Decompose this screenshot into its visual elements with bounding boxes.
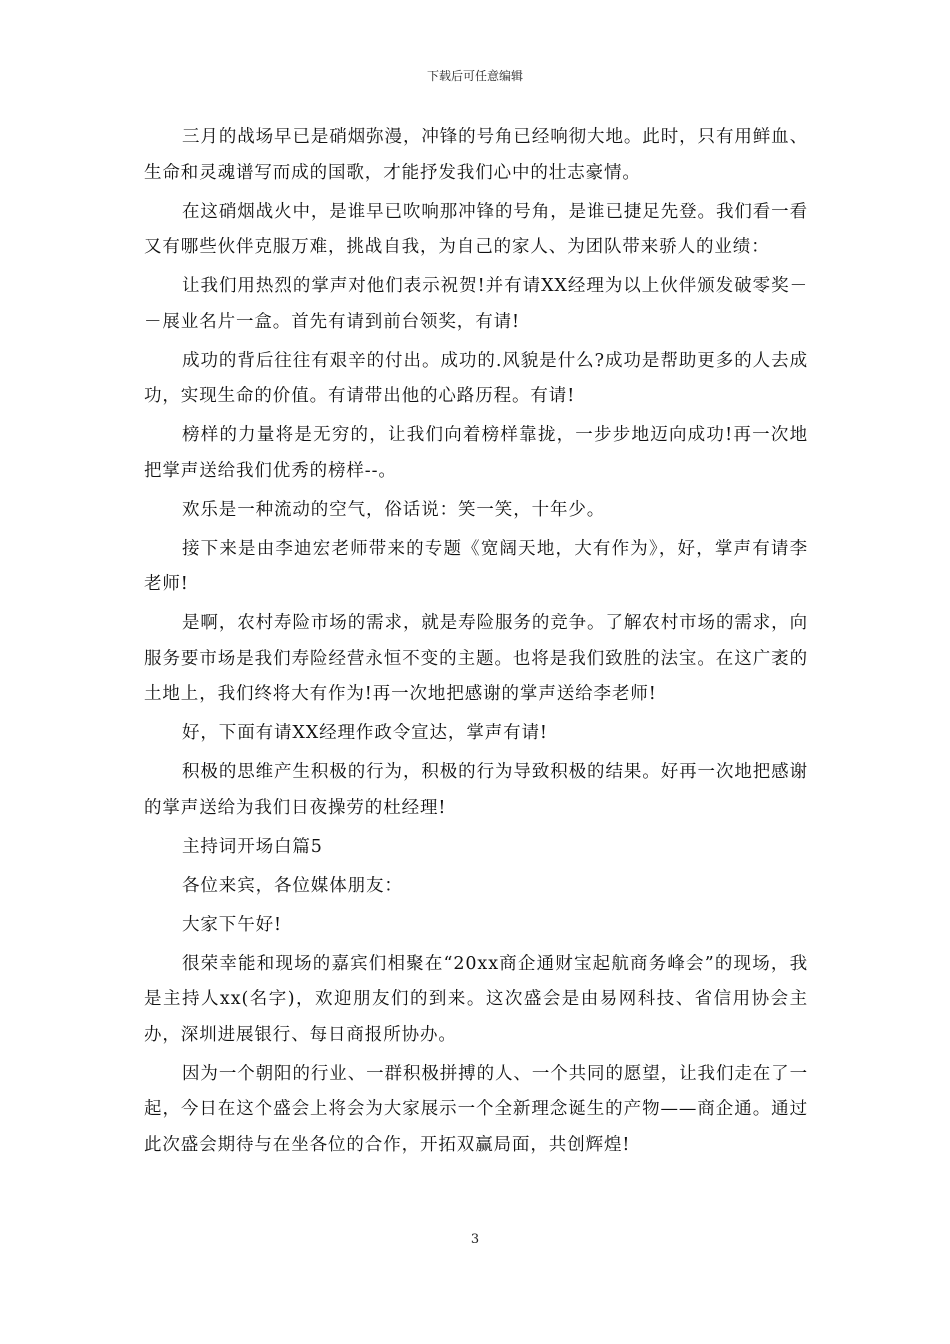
paragraph: 好，下面有请XX经理作政令宣达，掌声有请! bbox=[182, 723, 548, 743]
paragraph: 各位来宾，各位媒体朋友： bbox=[182, 875, 403, 896]
paragraph: 榜样的力量将是无穷的，让我们向着榜样靠拢，一步步地迈向成功!再一次地把掌声送给我们优秀的榜样--。 bbox=[144, 425, 808, 481]
paragraph: 在这硝烟战火中，是谁早已吹响那冲锋的号角，是谁已捷足先登。我们看一看又有哪些伙伴克服万难，挑战自我，为自己的家人、为团队带来骄人的业绩： bbox=[144, 201, 808, 257]
paragraph: 让我们用热烈的掌声对他们表示祝贺!并有请XX经理为以上伙伴颁发破零奖－－展业名片一盒。首先有请到前台领奖，有请! bbox=[144, 276, 808, 332]
paragraph: 因为一个朝阳的行业、一群积极拼搏的人、一个共同的愿望，让我们走在了一起，今日在这个盛会上将会为大家展示一个全新理念诞生的产物——商企通。通过此次盛会期待与在坐各位的合作，开拓双赢局面，共创辉煌! bbox=[144, 1063, 808, 1155]
paragraph: 积极的思维产生积极的行为，积极的行为导致积极的结果。好再一次地把感谢的掌声送给为我们日夜操劳的杜经理! bbox=[144, 762, 808, 818]
paragraph: 很荣幸能和现场的嘉宾们相聚在“20xx商企通财宝起航商务峰会”的现场，我是主持人xx(名字)，欢迎朋友们的到来。这次盛会是由易网科技、省信用协会主办，深圳进展银行、每日商报所协办。 bbox=[144, 953, 808, 1045]
document-body bbox=[144, 120, 808, 1167]
paragraph: 接下来是由李迪宏老师带来的专题《宽阔天地，大有作为》，好，掌声有请李老师! bbox=[144, 538, 808, 594]
paragraph: 大家下午好! bbox=[182, 914, 282, 935]
section-heading: 主持词开场白篇5 bbox=[182, 836, 323, 857]
paragraph: 三月的战场早已是硝烟弥漫，冲锋的号角已经响彻大地。此时，只有用鲜血、生命和灵魂谱写而成的国歌，才能抒发我们心中的壮志豪情。 bbox=[144, 127, 808, 183]
paragraph: 成功的背后往往有艰辛的付出。成功的.风貌是什么?成功是帮助更多的人去成功，实现生命的价值。有请带出他的心路历程。有请! bbox=[144, 350, 808, 406]
page-number: 3 bbox=[470, 1232, 480, 1247]
paragraph: 是啊，农村寿险市场的需求，就是寿险服务的竞争。了解农村市场的需求，向服务要市场是我们寿险经营永恒不变的主题。也将是我们致胜的法宝。在这广袤的土地上，我们终将大有作为!再一次地把感谢的掌声送给李老师! bbox=[144, 613, 808, 704]
page-header: 下载后可任意编辑 bbox=[426, 69, 523, 83]
paragraph: 欢乐是一种流动的空气，俗话说：笑一笑，十年少。 bbox=[182, 499, 606, 520]
